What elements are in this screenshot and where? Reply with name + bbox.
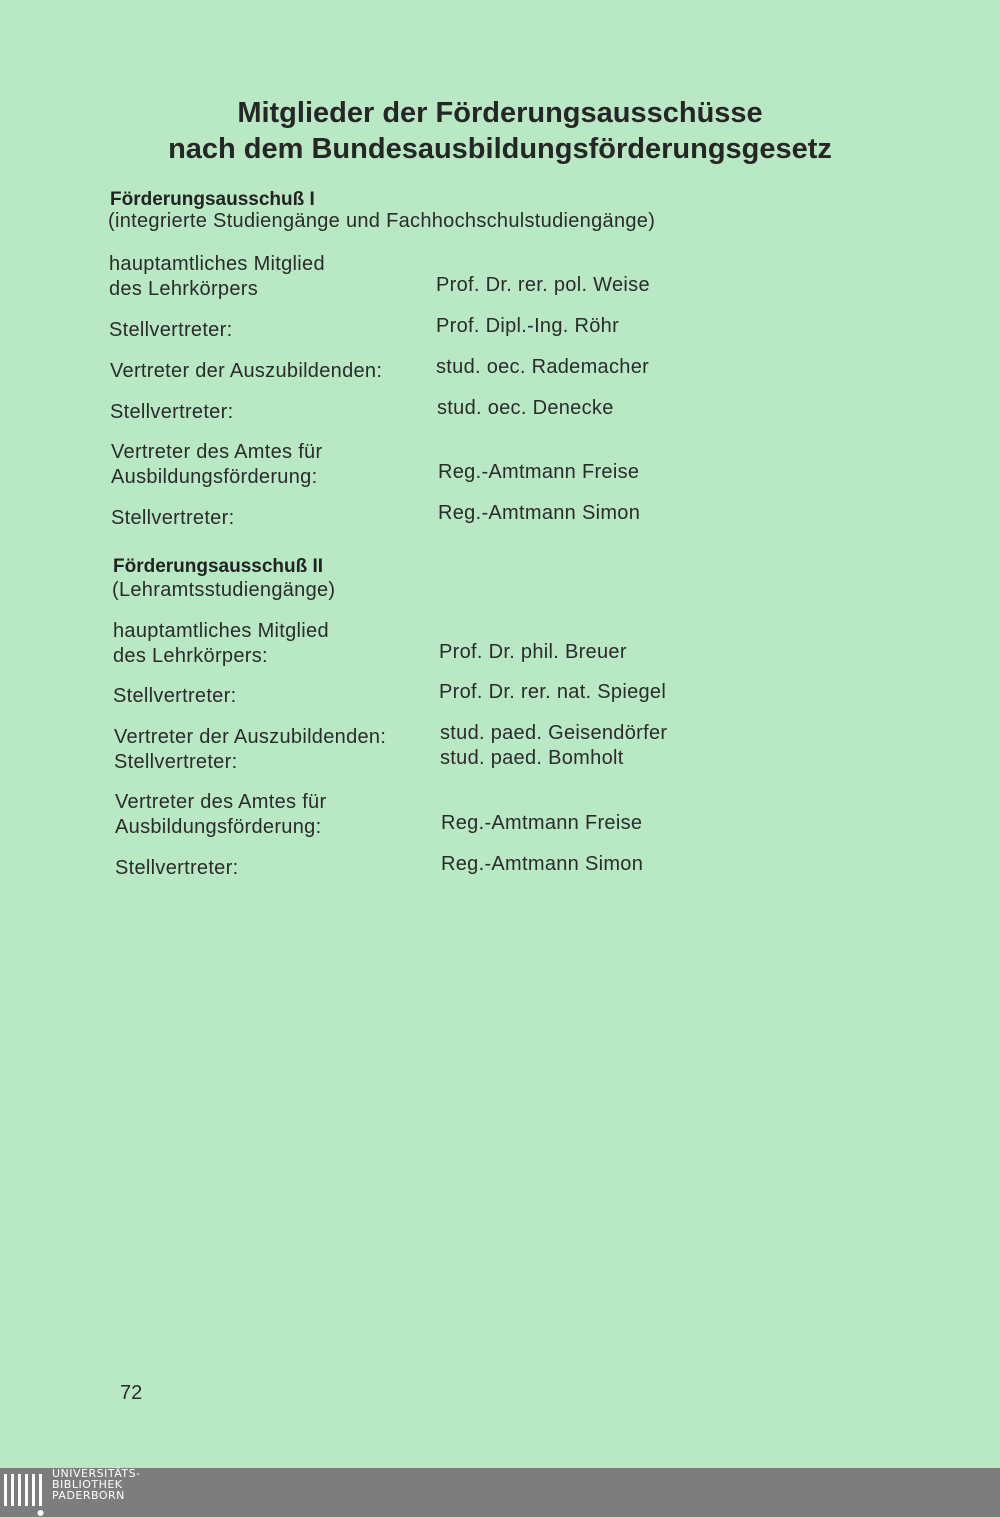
label-line: Vertreter des Amtes für — [115, 791, 327, 813]
section-2-row-6-value: Reg.-Amtmann Simon — [441, 853, 644, 875]
label-line: Vertreter der Auszubildenden: — [110, 360, 383, 382]
section-2-row-6-label — [115, 856, 238, 881]
section-1-row-1-value: Prof. Dr. rer. pol. Weise — [436, 274, 650, 296]
section-2-row-2-label — [113, 684, 236, 709]
page-title-line1: Mitglieder der Förderungsausschüsse — [237, 97, 763, 129]
library-logo-text — [52, 1468, 141, 1501]
label-line: Vertreter der Auszubildenden: — [114, 726, 387, 748]
section-1-row-6-label — [111, 506, 234, 531]
section-1-heading: Förderungsausschuß I — [110, 189, 315, 210]
label-line: Ausbildungsförderung: — [115, 816, 322, 838]
logo-text-line: BIBLIOTHEK — [52, 1478, 123, 1491]
section-1-row-2-label — [109, 318, 232, 343]
label-line: Stellvertreter: — [113, 685, 237, 707]
section-1-row-4-label — [110, 400, 233, 425]
section-2-row-1-label — [113, 619, 329, 669]
label-line: Stellvertreter: — [111, 507, 235, 529]
logo-text-line: PADERBORN — [52, 1489, 125, 1502]
section-2-heading: Förderungsausschuß II — [113, 556, 324, 577]
section-1-row-5-value: Reg.-Amtmann Freise — [438, 461, 640, 483]
label-line: Stellvertreter: — [114, 751, 238, 773]
label-line: des Lehrkörpers: — [113, 645, 268, 667]
library-footer-bar — [0, 1468, 1000, 1517]
section-2-row-3-value — [440, 721, 667, 771]
section-1-row-5-label — [111, 440, 322, 490]
label-line: Vertreter des Amtes für — [111, 441, 323, 463]
library-logo-icon — [4, 1474, 48, 1518]
section-2-row-5-label — [115, 790, 326, 840]
section-2-row-2-value: Prof. Dr. rer. nat. Spiegel — [439, 681, 667, 703]
label-line: Ausbildungsförderung: — [111, 466, 318, 488]
label-line: hauptamtliches Mitglied — [113, 620, 329, 642]
section-1-row-4-value: stud. oec. Denecke — [437, 397, 614, 419]
section-2-row-1-value: Prof. Dr. phil. Breuer — [439, 641, 627, 663]
label-line: hauptamtliches Mitglied — [109, 253, 325, 275]
label-line: Stellvertreter: — [109, 319, 233, 341]
section-1-row-2-value: Prof. Dipl.-Ing. Röhr — [436, 315, 620, 337]
section-1-row-6-value: Reg.-Amtmann Simon — [438, 502, 641, 524]
section-1-row-3-label — [110, 359, 382, 384]
section-2-row-5-value: Reg.-Amtmann Freise — [441, 812, 643, 834]
section-2-row-3-label — [114, 725, 386, 775]
section-1-row-1-label — [109, 252, 325, 302]
section-2-subtitle: (Lehramtsstudiengänge) — [112, 579, 336, 601]
page-title-line2: nach dem Bundesausbildungsförderungsgesetz — [168, 133, 832, 165]
page-number: 72 — [120, 1382, 143, 1404]
label-line: des Lehrkörpers — [109, 278, 259, 300]
section-1-row-3-value: stud. oec. Rademacher — [436, 356, 650, 378]
value-line: stud. paed. Bomholt — [440, 747, 624, 769]
section-1-subtitle: (integrierte Studiengänge und Fachhochschulstudiengänge) — [108, 210, 656, 232]
value-line: stud. paed. Geisendörfer — [440, 722, 668, 744]
logo-text-line: UNIVERSITÄTS- — [52, 1467, 141, 1480]
label-line: Stellvertreter: — [110, 401, 234, 423]
label-line: Stellvertreter: — [115, 857, 239, 879]
